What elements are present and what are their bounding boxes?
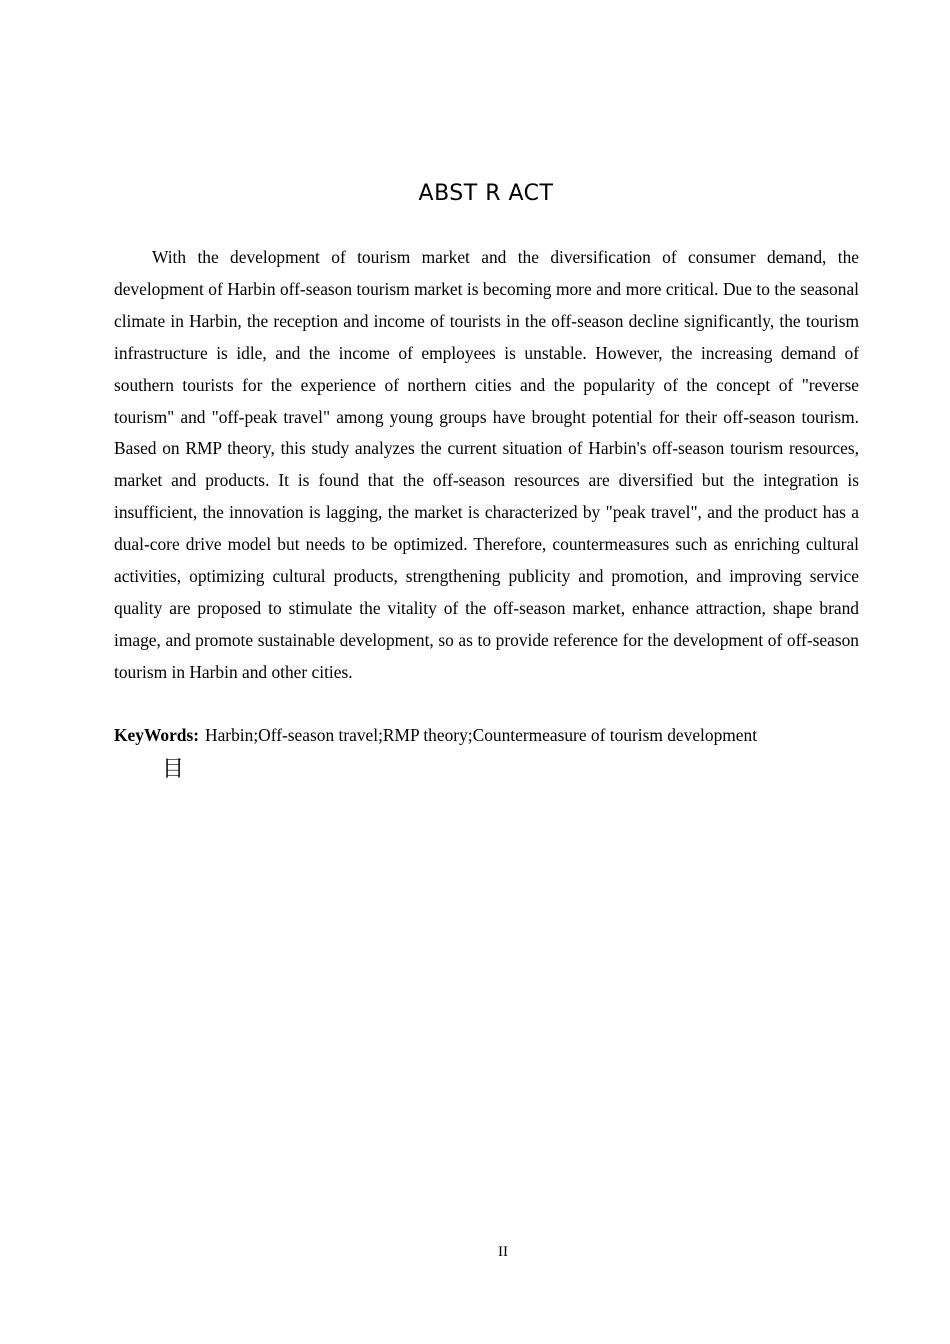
abstract-title: ABST R ACT [418, 181, 554, 206]
keywords-line [114, 720, 874, 752]
page-number: II [498, 1244, 508, 1260]
abstract-paragraph: With the development of tourism market and the diversification of consumer demand, the development of Harbin off-season tourism market is becoming more and more critical. Due to the seasonal climate in Harbin, the reception and income of tourists in the off-season decline significantly, the tourism infrastructure is idle, and the income of employees is unstable. However, the increasing demand of southern tourists for the experience of northern cities and the popularity of the concept of "reverse tourism" and "off-peak travel" among young groups have brought potential for their off-season tourism. Based on RMP theory, this study analyzes the current situation of Harbin's off-season tourism resources, market and products. It is found that the off-season resources are diversified but the integration is insufficient, the innovation is lagging, the market is characterized by "peak travel", and the product has a dual-core drive model but needs to be optimized. Therefore, countermeasures such as enriching cultural activities, optimizing cultural products, strengthening publicity and promotion, and improving service quality are proposed to stimulate the vitality of the off-season market, enhance attraction, shape brand image, and promote sustainable development, so as to provide reference for the development of off-season tourism in Harbin and other cities. [114, 247, 859, 682]
keywords-label: KeyWords: [114, 725, 200, 745]
keywords-value: Harbin;Off-season travel;RMP theory;Countermeasure of tourism development [205, 725, 758, 745]
toc-heading-fragment: 目 [162, 757, 185, 782]
